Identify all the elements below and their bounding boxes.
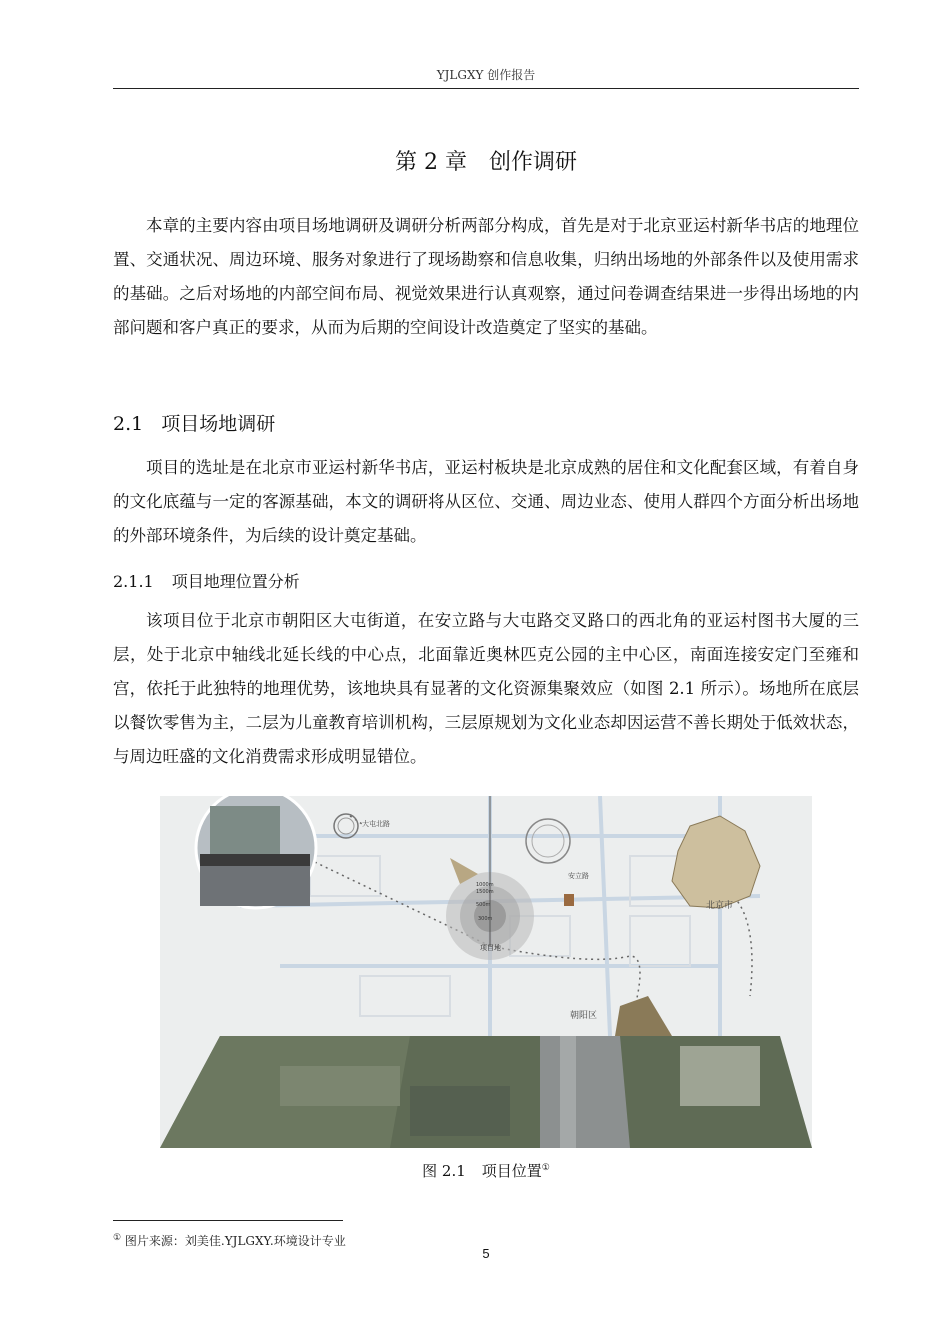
- section-2-1-paragraph: 项目的选址是在北京市亚运村新华书店，亚运村板块是北京成熟的居住和文化配套区域，有着自身的文化底蕴与一定的客源基础，本文的调研将从区位、交通、周边业态、使用人群四个方面分析出场地的外部环境条件，为后续的设计奠定基础。: [113, 458, 859, 545]
- section-heading-2-1-1: [113, 569, 300, 595]
- label-ring-500m: 500m: [476, 902, 491, 908]
- chapter-number: 第 2 章: [395, 150, 467, 175]
- header-text: YJLGXY 创作报告: [436, 68, 536, 82]
- label-ring-300m: 300m: [478, 916, 493, 922]
- bookstore-marker-icon: [564, 894, 574, 906]
- footnote-divider: [113, 1220, 343, 1221]
- chapter-title: [113, 148, 859, 178]
- label-dadun-road: 大屯北路: [362, 820, 390, 828]
- section-number: 2.1: [113, 413, 144, 435]
- caption-footnote-mark: ①: [541, 1163, 550, 1173]
- caption-title: 项目位置: [481, 1162, 542, 1180]
- chapter-name: 创作调研: [488, 150, 577, 175]
- page-number: 5: [482, 1246, 490, 1261]
- label-site: 项目地: [480, 944, 501, 952]
- location-map-illustration: [160, 796, 812, 1148]
- subsection-number: 2.1.1: [113, 572, 154, 591]
- label-beijing: 北京市: [706, 901, 734, 911]
- section-heading-2-1: [113, 410, 275, 438]
- intro-paragraph: 本章的主要内容由项目场地调研及调研分析两部分构成，首先是对于北京亚运村新华书店的地理位置、交通状况、周边环境、服务对象进行了现场勘察和信息收集，归纳出场地的外部条件以及使用需求的基础。之后对场地的内部空间布局、视觉效果进行认真观察，通过问卷调查结果进一步得出场地的内部问题和客户真正的要求，从而为后期的空间设计改造奠定了坚实的基础。: [113, 216, 859, 337]
- footnote-text: 图片来源：刘美佳.YJLGXY.环境设计专业: [124, 1234, 346, 1248]
- section-title: 项目场地调研: [161, 413, 276, 435]
- footnote-mark: ①: [113, 1233, 122, 1243]
- figure-caption: [113, 1156, 859, 1183]
- section-2-1-1-paragraph: 该项目位于北京市朝阳区大屯街道，在安立路与大屯路交叉路口的西北角的亚运村图书大厦的三层，处于北京中轴线北延长线的中心点，北面靠近奥林匹克公园的主中心区，南面连接安定门至雍和宫，依托于此独特的地理优势，该地块具有显著的文化资源集聚效应（如图 2.1 所示）。场地所在底层以餐饮零售为主，二层为儿童教育培训机构，三层原规划为文化业态却因运营不善长期处于低效状态，与周边旺盛的文化消费需求形成明显错位。: [113, 611, 859, 766]
- label-anli-road: 安立路: [568, 872, 589, 880]
- label-ring-1000m: 1000m: [476, 882, 494, 888]
- subsection-title: 项目地理位置分析: [171, 572, 300, 591]
- page-header: [113, 64, 859, 89]
- project-location-figure: [160, 796, 812, 1148]
- label-chaoyang: 朝阳区: [570, 1011, 598, 1021]
- label-ring-1500m: 1500m: [476, 889, 494, 895]
- caption-label: 图 2.1: [422, 1162, 466, 1180]
